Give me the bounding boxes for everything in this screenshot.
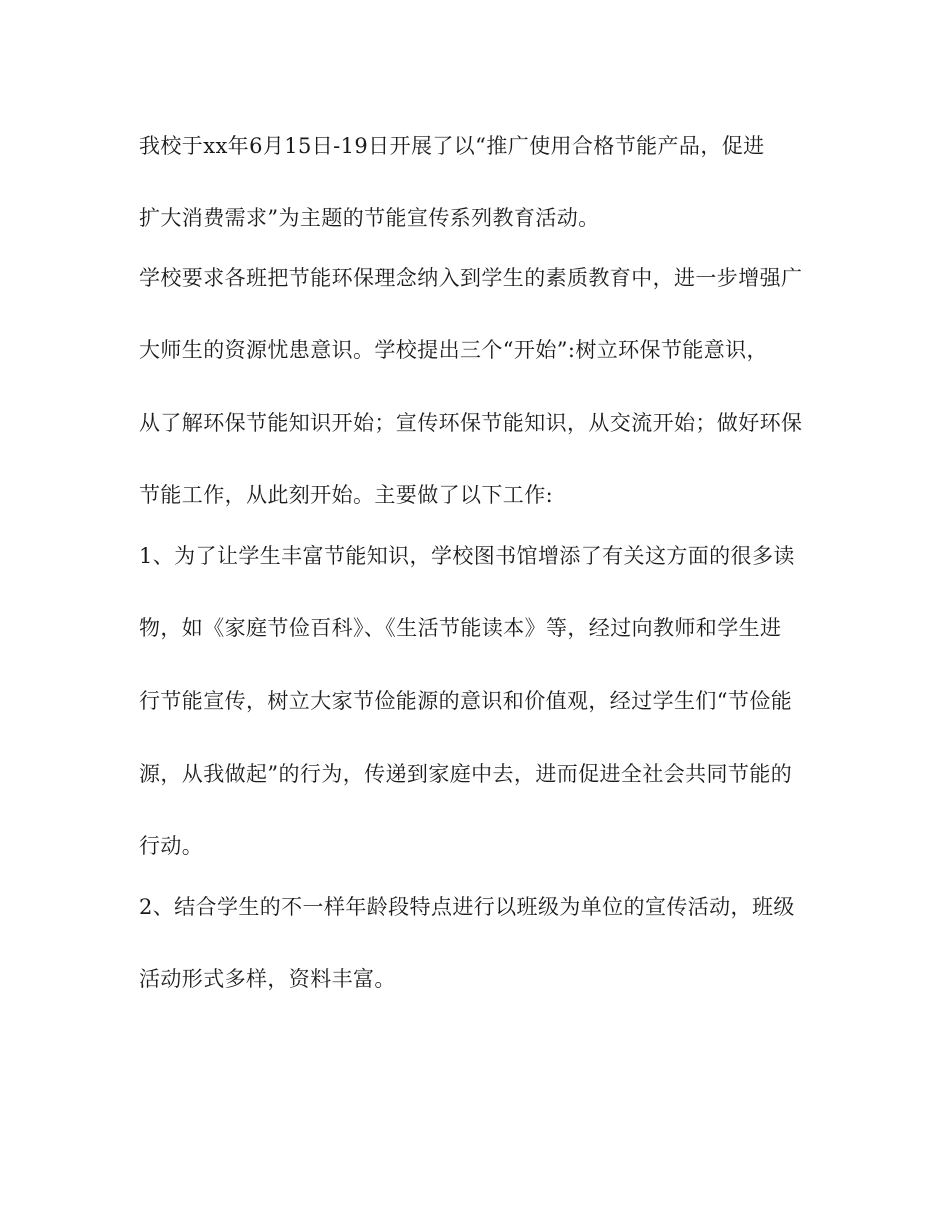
paragraph-1-line-1: 我校于xx年6月15日-19日开展了以“推广使用合格节能产品，促进 <box>139 134 765 158</box>
paragraph-2-line-2: 大师生的资源忧患意识。学校提出三个“开始”:树立环保节能意识， <box>139 338 768 362</box>
paragraph-2-line-1: 学校要求各班把节能环保理念纳入到学生的素质教育中，进一步增强广 <box>139 266 803 290</box>
item-1-line-5: 行动。 <box>139 834 204 858</box>
item-2-line-2: 活动形式多样，资料丰富。 <box>139 967 396 991</box>
paragraph-1-line-2: 扩大消费需求”为主题的节能宣传系列教育活动。 <box>139 206 600 230</box>
item-1-line-3: 行节能宣传，树立大家节俭能源的意识和价值观，经过学生们“节俭能 <box>139 689 793 713</box>
paragraph-2-line-4: 节能工作，从此刻开始。主要做了以下工作: <box>139 483 554 507</box>
item-1-line-4: 源，从我做起”的行为，传递到家庭中去，进而促进全社会共同节能的 <box>139 762 793 786</box>
item-1-line-1: 1、为了让学生丰富节能知识，学校图书馆增添了有关这方面的很多读 <box>139 544 795 568</box>
item-1-line-2: 物，如《家庭节俭百科》、《生活节能读本》等，经过向教师和学生进 <box>139 616 782 640</box>
paragraph-2-line-3: 从了解环保节能知识开始；宣传环保节能知识，从交流开始；做好环保 <box>139 411 803 435</box>
item-2-line-1: 2、结合学生的不一样年龄段特点进行以班级为单位的宣传活动，班级 <box>139 895 795 919</box>
